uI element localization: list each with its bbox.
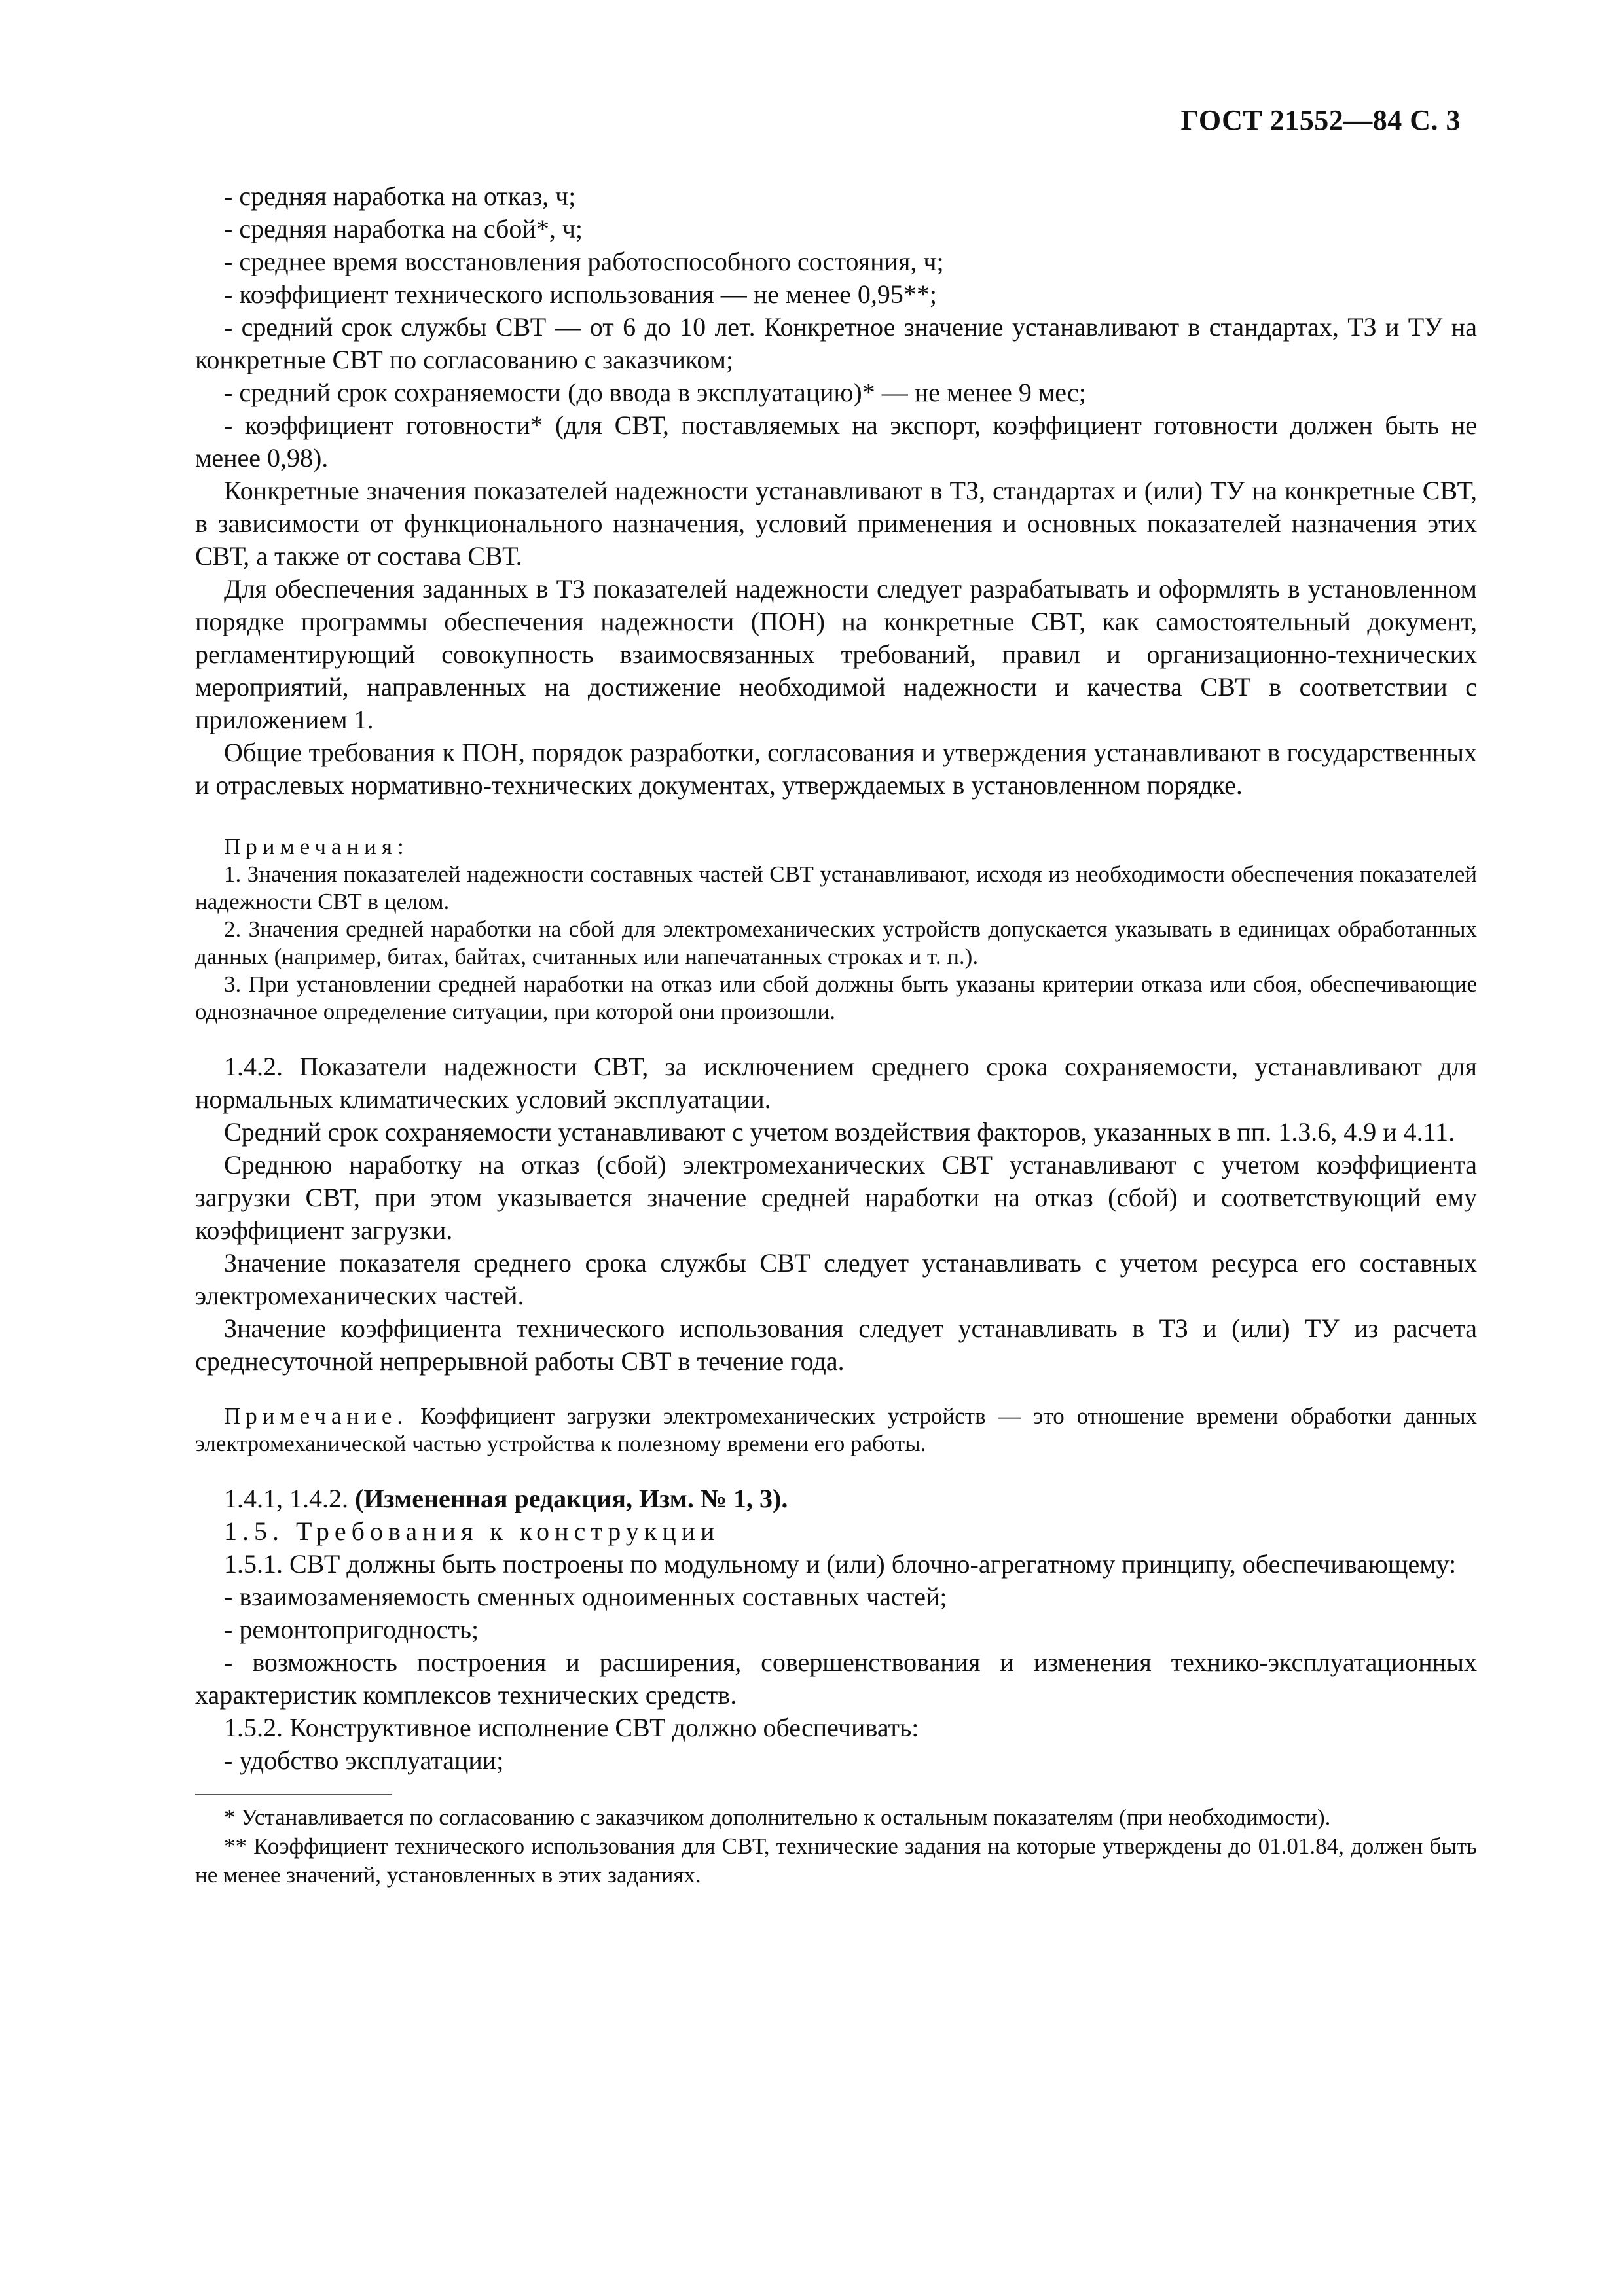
notes-block [195, 833, 1477, 1026]
list-item: - средняя наработка на отказ, ч; [224, 181, 576, 211]
paragraph: Для обеспечения заданных в ТЗ показателей надежности следует разрабатывать и оформлять в установленном порядке программы обеспечения надежности (ПОН) на конкретные СВТ, как самостоятельный документ, регламентирующий совокупность взаимосвязанных требований, правил и организационно-технических мероприятий, направленных на достижение необходимой надежности и качества СВТ в соответствии с приложением 1. [195, 574, 1477, 734]
list-item: - взаимозаменяемость сменных одноименных составных частей; [224, 1582, 947, 1611]
list-item: - средняя наработка на сбой*, ч; [224, 214, 583, 243]
list-item: - удобство эксплуатации; [224, 1746, 504, 1775]
document-body [195, 180, 1477, 1890]
amendment-text: (Измененная редакция, Изм. № 1, 3). [355, 1484, 788, 1513]
footnote: * Устанавливается по согласованию с заказчиком дополнительно к остальным показателям (при необходимости). [224, 1804, 1331, 1830]
note-title: Примечание. [224, 1403, 409, 1429]
paragraph: 1.5.2. Конструктивное исполнение СВТ должно обеспечивать: [224, 1713, 919, 1742]
list-item: - коэффициент технического использования — не менее 0,95**; [224, 279, 937, 309]
footnote-divider [195, 1794, 392, 1795]
amendment-ref: 1.4.1, 1.4.2. [224, 1484, 355, 1513]
footnotes [195, 1803, 1477, 1890]
footnote: ** Коэффициент технического использования для СВТ, технические задания на которые утверждены до 01.01.84, должен быть не менее значений, установленных в этих заданиях. [195, 1833, 1477, 1888]
list-item: - коэффициент готовности* (для СВТ, поставляемых на экспорт, коэффициент готовности должен быть не менее 0,98). [195, 410, 1477, 473]
list-item: - средний срок службы СВТ — от 6 до 10 лет. Конкретное значение устанавливают в стандартах, ТЗ и ТУ на конкретные СВТ по согласованию с заказчиком; [195, 312, 1477, 374]
list-item: - возможность построения и расширения, совершенствования и изменения технико-эксплуатационных характеристик комплексов технических средств. [195, 1647, 1477, 1710]
paragraph: Значение показателя среднего срока службы СВТ следует устанавливать с учетом ресурса его составных электромеханических частей. [195, 1248, 1477, 1310]
note-item: 2. Значения средней наработки на сбой для электромеханических устройств допускается указывать в единицах обработанных данных (например, битах, байтах, считанных или напечатанных строках и т. п.). [195, 916, 1477, 969]
paragraph: Среднюю наработку на отказ (сбой) электромеханических СВТ устанавливают с учетом коэффициента загрузки СВТ, при этом указывается значение средней наработки на отказ (сбой) и соответствующий ему коэффициент загрузки. [195, 1150, 1477, 1245]
paragraph: Конкретные значения показателей надежности устанавливают в ТЗ, стандартах и (или) ТУ на конкретные СВТ, в зависимости от функционального назначения, условий применения и основных показателей назначения этих СВТ, а также от состава СВТ. [195, 476, 1477, 571]
paragraph: Значение коэффициента технического использования следует устанавливать в ТЗ и (или) ТУ из расчета среднесуточной непрерывной работы СВТ в течение года. [195, 1314, 1477, 1376]
notes-title: Примечания: [224, 834, 409, 859]
paragraph: Общие требования к ПОН, порядок разработки, согласования и утверждения устанавливают в государственных и отраслевых нормативно-технических документах, утверждаемых в установленном порядке. [195, 738, 1477, 800]
paragraph: 1.5.1. СВТ должны быть построены по модульному и (или) блочно-агрегатному принципу, обеспечивающему: [224, 1549, 1457, 1579]
note-text: Коэффициент загрузки электромеханических устройств — это отношение времени обработки данных электромеханической частью устройства к полезному времени его работы. [195, 1403, 1477, 1456]
list-item: - ремонтопригодность; [224, 1615, 479, 1644]
note-item: 3. При установлении средней наработки на отказ или сбой должны быть указаны критерии отказа или сбоя, обеспечивающие однозначное определение ситуации, при которой они произошли. [195, 971, 1477, 1024]
paragraph: 1.4.2. Показатели надежности СВТ, за исключением среднего срока сохраняемости, устанавливают для нормальных климатических условий эксплуатации. [195, 1052, 1477, 1114]
list-item: - средний срок сохраняемости (до ввода в эксплуатацию)* — не менее 9 мес; [224, 378, 1086, 407]
paragraph: Средний срок сохраняемости устанавливают с учетом воздействия факторов, указанных в пп. 1.3.6, 4.9 и 4.11. [224, 1117, 1455, 1147]
section-title: 1.5. Требования к конструкции [224, 1516, 720, 1546]
list-item: - среднее время восстановления работоспособного состояния, ч; [224, 247, 944, 276]
note-block [195, 1403, 1477, 1458]
note-item: 1. Значения показателей надежности составных частей СВТ устанавливают, исходя из необходимости обеспечения показателей надежности СВТ в целом. [195, 861, 1477, 914]
page-header: ГОСТ 21552—84 С. 3 [1180, 104, 1461, 136]
amendment-line [195, 1482, 1477, 1515]
